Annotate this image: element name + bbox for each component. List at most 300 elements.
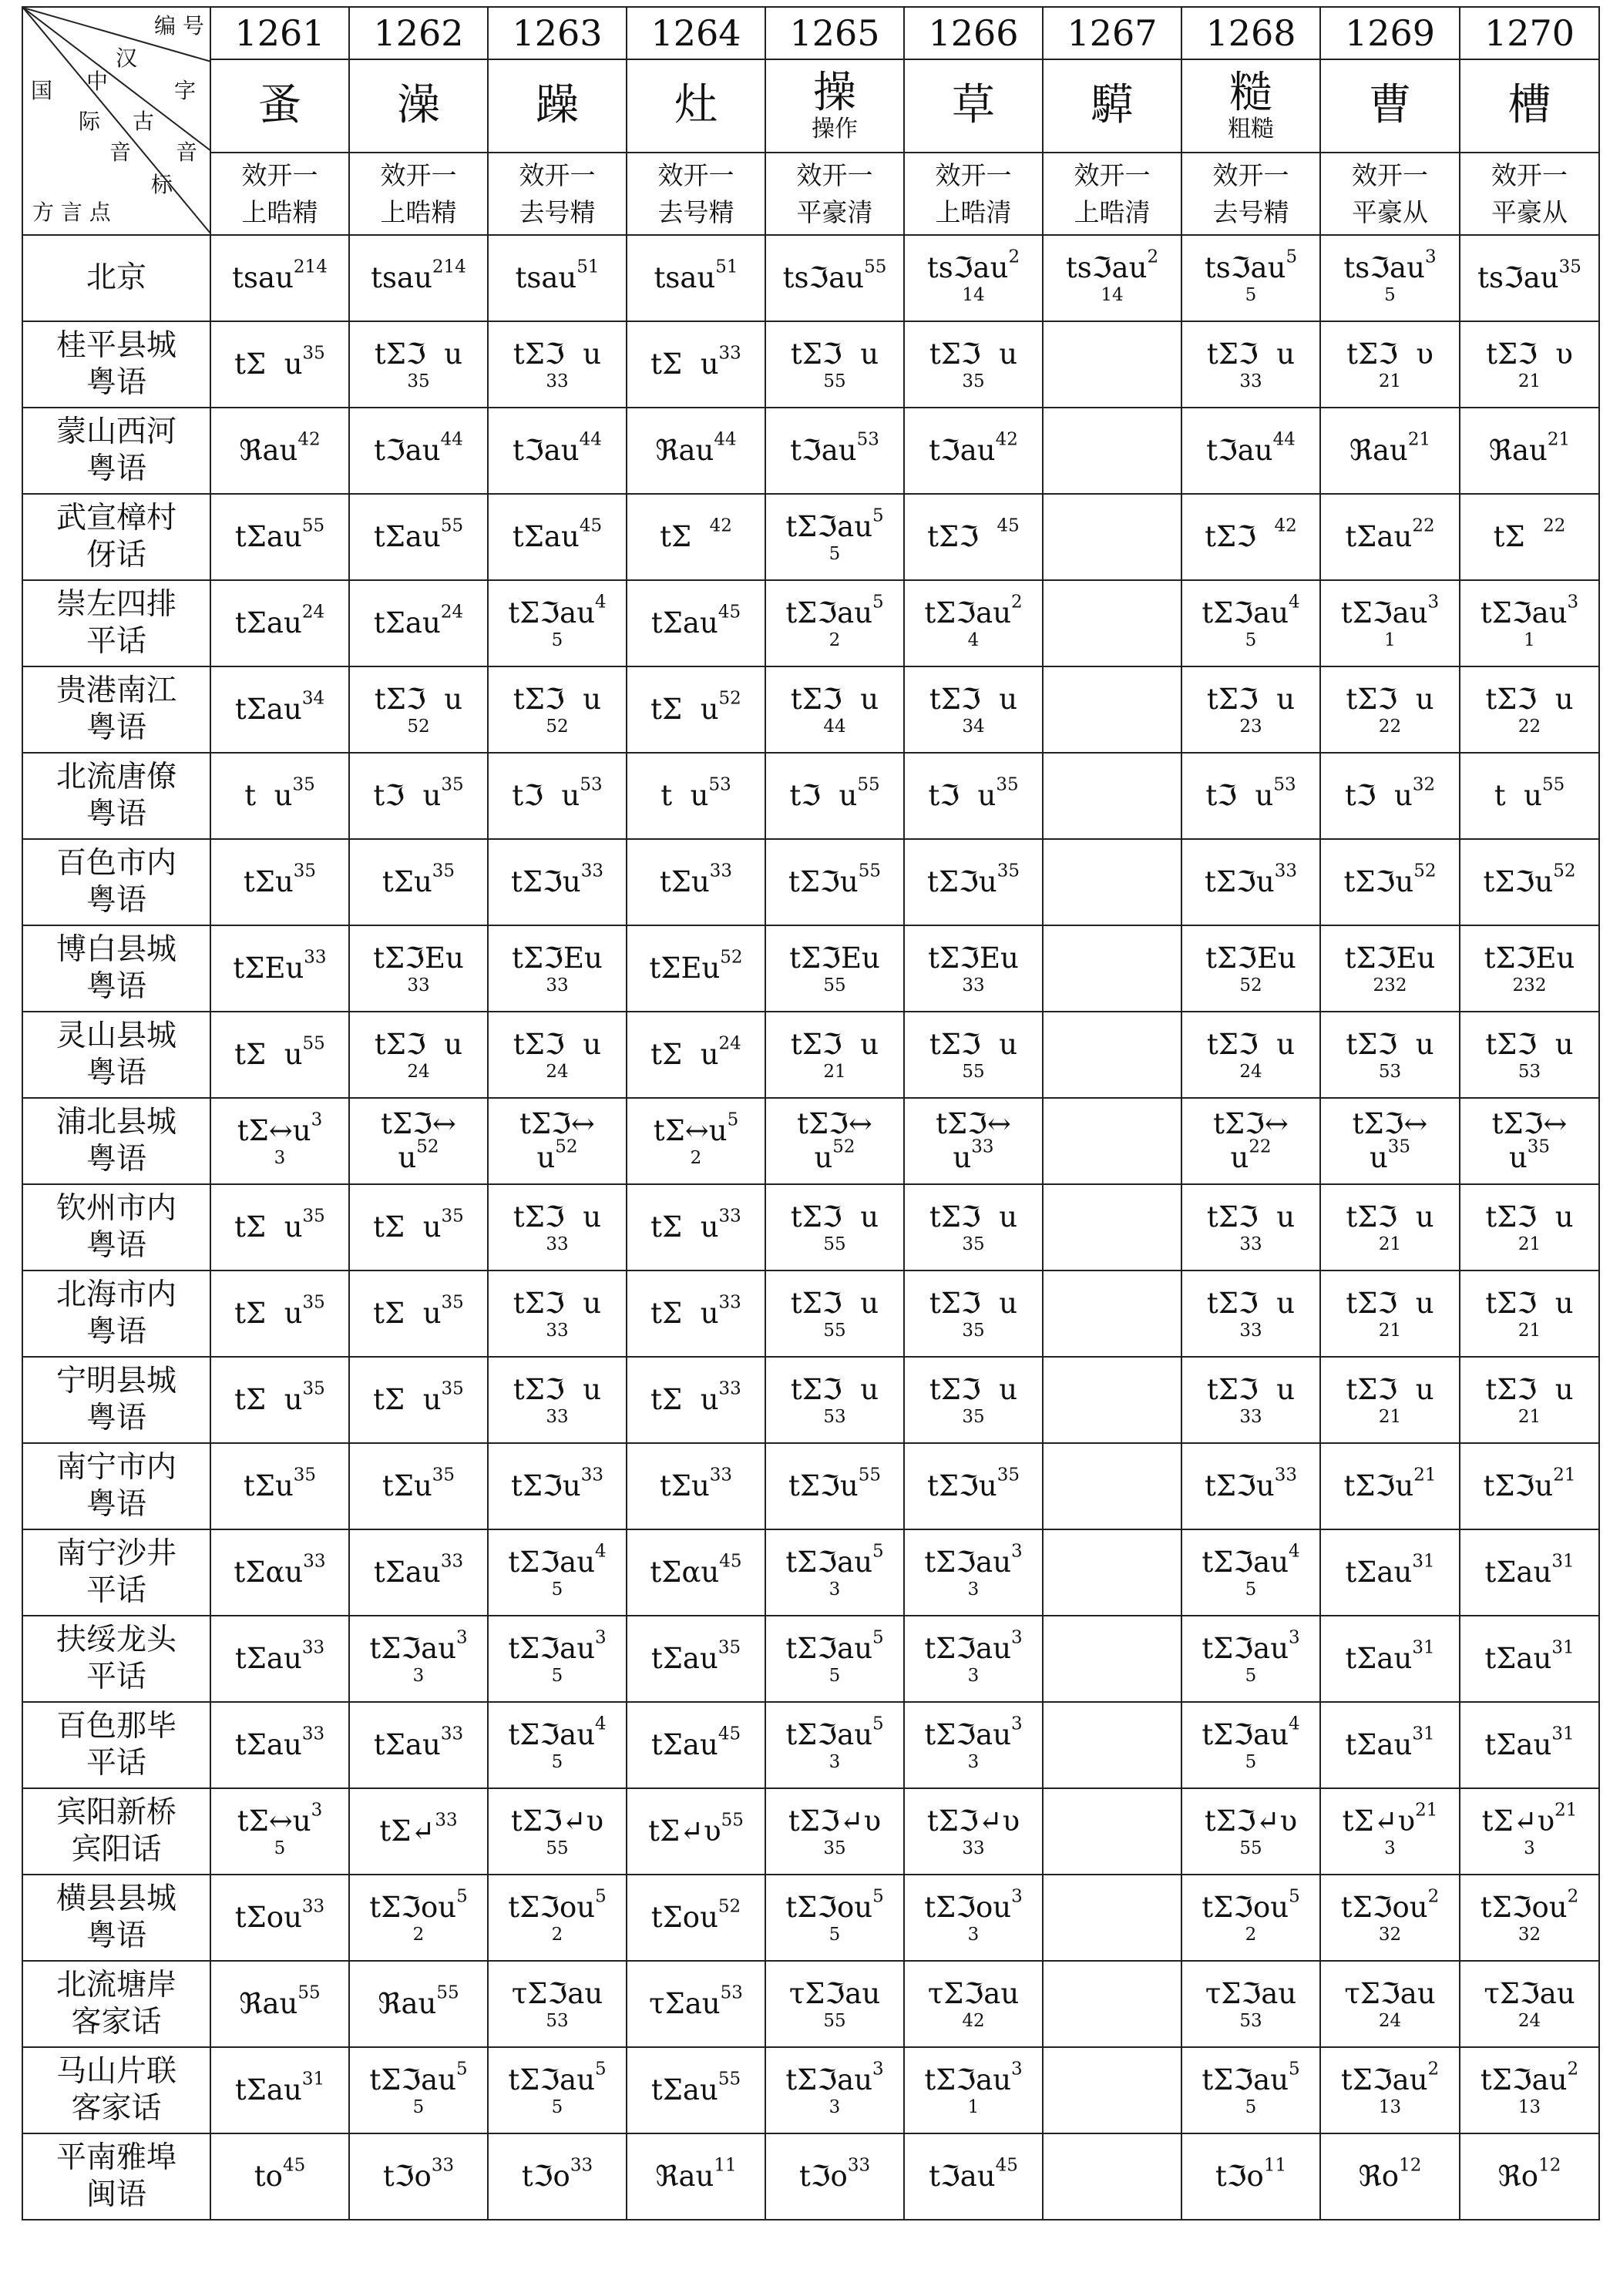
tone-subscript: 55: [823, 1234, 846, 1254]
ipa-text: tℑ u: [1205, 778, 1274, 812]
pronunciation-cell: [488, 1357, 627, 1443]
dialect-table: [22, 6, 1600, 2220]
ipa-text: tΣ: [660, 519, 710, 553]
tone-subscript: 52: [546, 716, 569, 737]
pronunciation-cell: [1181, 2133, 1320, 2220]
location-line: 北流塘岸: [55, 1968, 176, 2003]
character-glyph: 澡: [397, 80, 440, 131]
pronunciation-cell: [488, 666, 627, 753]
pronunciation-cell: [488, 408, 627, 494]
tone-subscript: 5: [828, 1924, 841, 1945]
location-line: 粤语: [86, 1314, 146, 1349]
location-line: 客家话: [71, 2005, 162, 2039]
ipa-text: tsℑau: [1343, 251, 1425, 285]
table-row: [22, 1875, 1599, 1961]
ipa-text: tΣℑ↵υ: [1204, 1804, 1298, 1838]
pronunciation-cell: [765, 1012, 904, 1098]
ipa-text: tΣℑau: [508, 2063, 596, 2097]
tone-superscript: 33: [570, 2155, 593, 2176]
tone-superscript: 51: [576, 257, 600, 277]
tone-subscript: 5: [274, 1838, 286, 1858]
ipa-text: tΣℑu: [1343, 864, 1414, 898]
pronunciation-cell: [904, 580, 1043, 666]
tone-superscript: 3: [872, 2059, 884, 2079]
tone-subscript: 33: [1239, 1320, 1262, 1341]
ipa-text: τΣℑau: [927, 1977, 1020, 2011]
ipa-text: tΣℑ u: [513, 1028, 602, 1062]
column-number: 1269: [1320, 7, 1460, 59]
pronunciation-cell: [1460, 580, 1599, 666]
pronunciation-cell: [627, 753, 765, 839]
ipa-text: t u: [660, 778, 709, 812]
ipa-text: tΣau: [234, 1727, 302, 1761]
pronunciation-cell: [1460, 1271, 1599, 1357]
tone-superscript: 35: [1558, 257, 1581, 277]
category-line: 效开一: [657, 159, 734, 190]
ipa-text: tΣEu: [649, 951, 721, 985]
tone-superscript: 35: [441, 774, 464, 795]
example-word: 粗糙: [1228, 115, 1274, 143]
tone-subscript: 33: [1239, 371, 1262, 391]
pronunciation-cell: [904, 1184, 1043, 1271]
pronunciation-cell: [349, 494, 488, 580]
tone-superscript: 51: [715, 257, 738, 277]
location-line: 粤语: [86, 1487, 146, 1522]
tone-subscript: 21: [1378, 1234, 1402, 1254]
pronunciation-cell: [210, 580, 349, 666]
ipa-text: tΣℑau: [924, 1546, 1012, 1579]
pronunciation-cell: [627, 408, 765, 494]
pronunciation-cell: [627, 925, 765, 1012]
ipa-text: tΣℑEu: [1205, 942, 1296, 975]
ipa-text: tΣℑ↔: [1491, 1107, 1568, 1141]
tone-superscript: 45: [995, 2155, 1018, 2176]
tone-superscript: 214: [293, 257, 328, 277]
pronunciation-cell: [488, 1875, 627, 1961]
ipa-text: tsℑau: [1204, 251, 1286, 285]
tone-superscript: 33: [435, 1810, 458, 1831]
ipa-text: tℑ u: [373, 778, 442, 812]
pronunciation-cell: [1181, 1961, 1320, 2047]
ipa-text: tΣℑau: [508, 1718, 596, 1752]
tone-superscript: 52: [718, 688, 741, 709]
tone-superscript: 42: [1274, 515, 1297, 536]
ipa-text: ℜau: [239, 433, 298, 467]
tone-subscript: 232: [1512, 975, 1547, 995]
tone-subscript: 2: [690, 1147, 702, 1168]
category-line: 效开一: [519, 159, 596, 190]
column-character: [210, 59, 349, 153]
ipa-text: tΣau: [1345, 519, 1413, 553]
tone-superscript: 34: [301, 688, 325, 709]
tone-subscript: 42: [962, 2010, 985, 2031]
tone-subscript: 21: [1517, 1406, 1541, 1427]
ipa-text: tΣau: [234, 606, 302, 639]
ipa-text: tΣℑau: [369, 2063, 457, 2097]
pronunciation-cell: [1043, 925, 1181, 1012]
pronunciation-cell: [627, 1098, 765, 1184]
pronunciation-cell: [349, 1961, 488, 2047]
tone-subscript: 5: [551, 1579, 563, 1599]
pronunciation-cell: [210, 1961, 349, 2047]
tone-superscript: 2: [1427, 1886, 1440, 1907]
tone-subscript: 32: [1378, 1924, 1402, 1945]
tone-superscript: 52: [1413, 861, 1437, 881]
ipa-text: tΣℑ u: [1346, 1373, 1434, 1407]
pronunciation-cell: [1181, 1616, 1320, 1702]
tone-superscript: 3: [456, 1627, 468, 1648]
pronunciation-cell: [1460, 1443, 1599, 1529]
category-line: 上晧清: [1074, 196, 1151, 227]
pronunciation-cell: [1460, 1616, 1599, 1702]
tone-superscript: 35: [293, 861, 317, 881]
tone-superscript: 52: [718, 1896, 741, 1917]
tone-superscript: 5: [872, 1541, 884, 1562]
ipa-text: tΣℑou: [1202, 1891, 1289, 1925]
ipa-text: tΣau: [650, 1727, 718, 1761]
tone-superscript: 55: [302, 1033, 325, 1054]
ipa-text: tΣℑau: [1340, 596, 1428, 630]
tone-subscript: 33: [546, 1320, 569, 1341]
ipa-text: tΣℑau: [785, 1718, 873, 1752]
ipa-text: tΣ u: [373, 1296, 442, 1330]
ipa-text: tΣ u: [234, 1210, 303, 1244]
tone-subscript: 55: [823, 2010, 846, 2031]
ipa-text: tΣℑau: [1202, 1546, 1289, 1579]
tone-superscript: 31: [1412, 1724, 1435, 1744]
pronunciation-cell: [627, 1271, 765, 1357]
example-word: 操作: [812, 115, 858, 143]
tone-subscript: 33: [546, 975, 569, 995]
tone-subscript: 33: [546, 371, 569, 391]
table-row: [22, 1529, 1599, 1616]
tone-superscript: 33: [580, 861, 603, 881]
ipa-text: tΣℑu: [511, 1469, 581, 1502]
table-row: [22, 1702, 1599, 1788]
location-cell: [22, 1098, 210, 1184]
pronunciation-cell: [1460, 1961, 1599, 2047]
tone-subscript: 33: [962, 975, 985, 995]
tone-subscript: 2: [1245, 1924, 1257, 1945]
pronunciation-cell: [904, 753, 1043, 839]
ipa-text: tΣℑu: [1343, 1469, 1414, 1502]
ipa-text: tℑ u: [512, 778, 580, 812]
pronunciation-cell: [488, 321, 627, 408]
pronunciation-cell: [488, 1616, 627, 1702]
pronunciation-cell: [1320, 753, 1460, 839]
tone-superscript: 31: [1412, 1551, 1435, 1572]
column-category: [349, 153, 488, 235]
ipa-text: tΣu: [659, 1469, 710, 1502]
tone-superscript: 35: [302, 343, 325, 364]
tone-superscript: 5: [595, 1886, 607, 1907]
tone-subscript: $u^{33}$: [953, 1136, 994, 1174]
column-character: [765, 59, 904, 153]
column-number: 1265: [765, 7, 904, 59]
pronunciation-cell: [210, 666, 349, 753]
ipa-text: tΣℑ↵υ: [926, 1804, 1020, 1838]
tone-subscript: 4: [967, 629, 980, 650]
location-line: 南宁市内: [55, 1450, 176, 1485]
ipa-text: τΣau: [649, 1986, 721, 2020]
ipa-text: tΣℑou: [924, 1891, 1012, 1925]
ipa-text: tΣℑ u: [1346, 683, 1434, 717]
pronunciation-cell: [765, 580, 904, 666]
pronunciation-cell: [488, 1702, 627, 1788]
category-line: 去号精: [657, 196, 734, 227]
tone-subscript: 3: [274, 1147, 286, 1168]
tone-superscript: 55: [721, 1810, 744, 1831]
tone-subscript: 55: [823, 371, 846, 391]
tone-superscript: 55: [858, 861, 881, 881]
tone-subscript: 2: [551, 1924, 563, 1945]
tone-subscript: 5: [1245, 2096, 1257, 2117]
tone-superscript: 3: [1011, 1714, 1023, 1734]
column-number: 1263: [488, 7, 627, 59]
ipa-text: tΣ↔u: [653, 1114, 728, 1148]
ipa-text: tΣ u: [373, 1210, 442, 1244]
ipa-text: tℑ u: [928, 778, 997, 812]
tone-superscript: 55: [436, 1982, 459, 2003]
pronunciation-cell: [765, 494, 904, 580]
tone-subscript: 3: [1524, 1838, 1535, 1858]
ipa-text: tΣℑou: [508, 1891, 596, 1925]
column-category: [1181, 153, 1320, 235]
tone-superscript: 31: [1412, 1637, 1435, 1658]
column-number: 1266: [904, 7, 1043, 59]
tone-superscript: 33: [580, 1465, 603, 1485]
pronunciation-cell: [488, 839, 627, 925]
tone-superscript: 2: [1147, 247, 1159, 267]
pronunciation-cell: [627, 2133, 765, 2220]
ipa-text: tΣℑ u: [1206, 1200, 1296, 1234]
ipa-text: tΣℑ υ: [1486, 337, 1573, 371]
tone-superscript: 53: [720, 1982, 743, 2003]
ipa-text: τΣℑau: [1344, 1977, 1436, 2011]
ipa-text: tΣau: [1484, 1727, 1552, 1761]
pronunciation-cell: [904, 1702, 1043, 1788]
tone-subscript: 3: [967, 1924, 980, 1945]
location-line: 博白县城: [55, 932, 176, 968]
pronunciation-cell: [1043, 321, 1181, 408]
pronunciation-cell: [904, 1271, 1043, 1357]
tone-subscript: 55: [962, 1061, 985, 1082]
pronunciation-cell: [349, 1529, 488, 1616]
column-character: [904, 59, 1043, 153]
tone-subscript: 55: [823, 975, 846, 995]
tone-subscript: 53: [1517, 1061, 1541, 1082]
location-line: 粤语: [86, 1918, 146, 1953]
ipa-text: tΣℑu: [927, 1469, 997, 1502]
location-line: 贵港南江: [55, 673, 176, 709]
ipa-text: tΣ u: [650, 1382, 719, 1416]
ipa-text: tΣℑou: [1340, 1891, 1428, 1925]
character-glyph: 騲: [1091, 80, 1134, 131]
tone-superscript: 21: [1415, 1800, 1438, 1821]
ipa-text: tΣ u: [650, 1210, 719, 1244]
location-line: 北流唐僚: [55, 760, 176, 795]
pronunciation-cell: [1320, 2133, 1460, 2220]
tone-subscript: 35: [962, 1406, 985, 1427]
tone-superscript: 52: [832, 1136, 855, 1157]
table-row: [22, 1357, 1599, 1443]
ipa-text: tΣau: [373, 606, 441, 639]
tone-subscript: 33: [962, 1838, 985, 1858]
ipa-text: tΣau: [512, 519, 580, 553]
pronunciation-cell: [1320, 1875, 1460, 1961]
pronunciation-cell: [1320, 839, 1460, 925]
pronunciation-cell: [765, 1875, 904, 1961]
ipa-text: tℑau: [929, 433, 996, 467]
pronunciation-cell: [1043, 1961, 1181, 2047]
pronunciation-cell: [349, 1012, 488, 1098]
ipa-text: tΣℑ u: [929, 1200, 1018, 1234]
ipa-text: tΣou: [650, 1900, 718, 1934]
tone-superscript: 22: [1249, 1136, 1272, 1157]
table-row: [22, 1616, 1599, 1702]
ipa-text: tΣ u: [650, 692, 719, 726]
pronunciation-cell: [1320, 1702, 1460, 1788]
tone-superscript: 3: [1011, 2059, 1023, 2079]
pronunciation-cell: [904, 2047, 1043, 2133]
pronunciation-cell: [1043, 1357, 1181, 1443]
ipa-text: tΣ: [1493, 519, 1544, 553]
label-bianhao: 编 号: [154, 13, 204, 39]
tone-subscript: 3: [967, 1665, 980, 1686]
ipa-text: tΣau: [373, 1555, 441, 1589]
ipa-text: tΣℑau: [508, 1546, 596, 1579]
tone-subscript: 5: [551, 1751, 563, 1772]
ipa-text: tΣℑ u: [513, 1373, 602, 1407]
ipa-text: tΣau: [234, 519, 302, 553]
tone-subscript: 5: [1245, 629, 1257, 650]
category-line: 平豪从: [1352, 196, 1428, 227]
tone-superscript: 3: [311, 1800, 323, 1821]
ipa-text: tΣℑ u: [790, 337, 879, 371]
pronunciation-cell: [1181, 1012, 1320, 1098]
location-line: 平话: [86, 1746, 146, 1781]
column-character: [1460, 59, 1599, 153]
tone-subscript: 5: [412, 2096, 425, 2117]
ipa-text: tΣu: [243, 864, 294, 898]
tone-subscript: 1: [967, 2096, 980, 2117]
ipa-text: tΣℑEu: [1344, 942, 1436, 975]
character-glyph: 槽: [1507, 80, 1551, 131]
pronunciation-cell: [210, 1184, 349, 1271]
tone-superscript: 33: [1274, 861, 1297, 881]
pronunciation-cell: [210, 1012, 349, 1098]
pronunciation-cell: [210, 1875, 349, 1961]
character-glyph: 蚤: [258, 80, 301, 131]
category-line: 效开一: [380, 159, 457, 190]
pronunciation-cell: [904, 1875, 1043, 1961]
tone-subscript: 33: [407, 975, 430, 995]
ipa-text: tΣℑ u: [1206, 337, 1296, 371]
tone-subscript: 55: [1239, 1838, 1262, 1858]
tone-subscript: 24: [1517, 2010, 1541, 2031]
location-line: 粤语: [86, 451, 146, 486]
pronunciation-cell: [349, 753, 488, 839]
tone-subscript: $u^{22}$: [1230, 1136, 1272, 1174]
pronunciation-cell: [488, 1184, 627, 1271]
ipa-text: tΣℑou: [1480, 1891, 1568, 1925]
ipa-text: tΣau: [1345, 1555, 1413, 1589]
ipa-text: tΣℑ↔: [797, 1107, 872, 1141]
pronunciation-cell: [627, 1443, 765, 1529]
table-row: [22, 2047, 1599, 2133]
pronunciation-cell: [210, 1702, 349, 1788]
pronunciation-cell: [1460, 1788, 1599, 1875]
location-line: 粤语: [86, 1056, 146, 1090]
location-cell: [22, 408, 210, 494]
ipa-text: tΣℑ u: [1346, 1028, 1434, 1062]
pronunciation-cell: [349, 1271, 488, 1357]
tone-superscript: 35: [292, 774, 315, 795]
column-character: [1043, 59, 1181, 153]
column-number: 1270: [1460, 7, 1599, 59]
pronunciation-cell: [488, 1961, 627, 2047]
location-line: 北海市内: [55, 1277, 176, 1313]
tone-superscript: 33: [847, 2155, 871, 2176]
tone-superscript: 52: [416, 1136, 439, 1157]
ipa-text: tΣℑ u: [1206, 1028, 1296, 1062]
pronunciation-cell: [1320, 1961, 1460, 2047]
pronunciation-cell: [765, 1443, 904, 1529]
pronunciation-cell: [210, 494, 349, 580]
tone-superscript: 3: [1427, 592, 1440, 613]
pronunciation-cell: [210, 1443, 349, 1529]
pronunciation-cell: [1043, 235, 1181, 321]
tone-superscript: 3: [595, 1627, 607, 1648]
pronunciation-cell: [1320, 1098, 1460, 1184]
ipa-text: tΣℑ u: [513, 1200, 602, 1234]
tone-subscript: 32: [1517, 1924, 1541, 1945]
column-category: [1460, 153, 1599, 235]
ipa-text: tΣℑEu: [512, 942, 603, 975]
pronunciation-cell: [765, 666, 904, 753]
pronunciation-cell: [488, 1443, 627, 1529]
category-line: 效开一: [1212, 159, 1289, 190]
ipa-text: tΣℑ↔: [936, 1107, 1011, 1141]
pronunciation-cell: [1460, 1702, 1599, 1788]
pronunciation-cell: [627, 1702, 765, 1788]
location-cell: [22, 1788, 210, 1875]
pronunciation-cell: [349, 321, 488, 408]
tone-subscript: 1: [1524, 629, 1535, 650]
tone-superscript: 11: [1263, 2155, 1287, 2176]
tone-subscript: 5: [1245, 284, 1257, 305]
ipa-text: tΣau: [650, 1641, 718, 1675]
column-character: [1320, 59, 1460, 153]
location-line: 武宣樟村: [55, 501, 176, 536]
tone-superscript: 44: [714, 429, 737, 450]
table-row: [22, 2133, 1599, 2220]
ipa-text: tΣ↵υ: [648, 1814, 721, 1848]
tone-subscript: 33: [1239, 1234, 1262, 1254]
ipa-text: tΣℑau: [924, 2063, 1012, 2097]
location-cell: [22, 1616, 210, 1702]
tone-superscript: 35: [441, 1378, 464, 1399]
pronunciation-cell: [627, 1875, 765, 1961]
tone-superscript: 35: [302, 1206, 325, 1227]
location-line: 粤语: [86, 797, 146, 831]
pronunciation-cell: [1320, 925, 1460, 1012]
tone-subscript: 5: [1245, 1665, 1257, 1686]
label-yin-2: 音: [176, 139, 198, 165]
pronunciation-cell: [765, 1357, 904, 1443]
pronunciation-cell: [1320, 235, 1460, 321]
tone-superscript: 5: [1289, 1886, 1300, 1907]
